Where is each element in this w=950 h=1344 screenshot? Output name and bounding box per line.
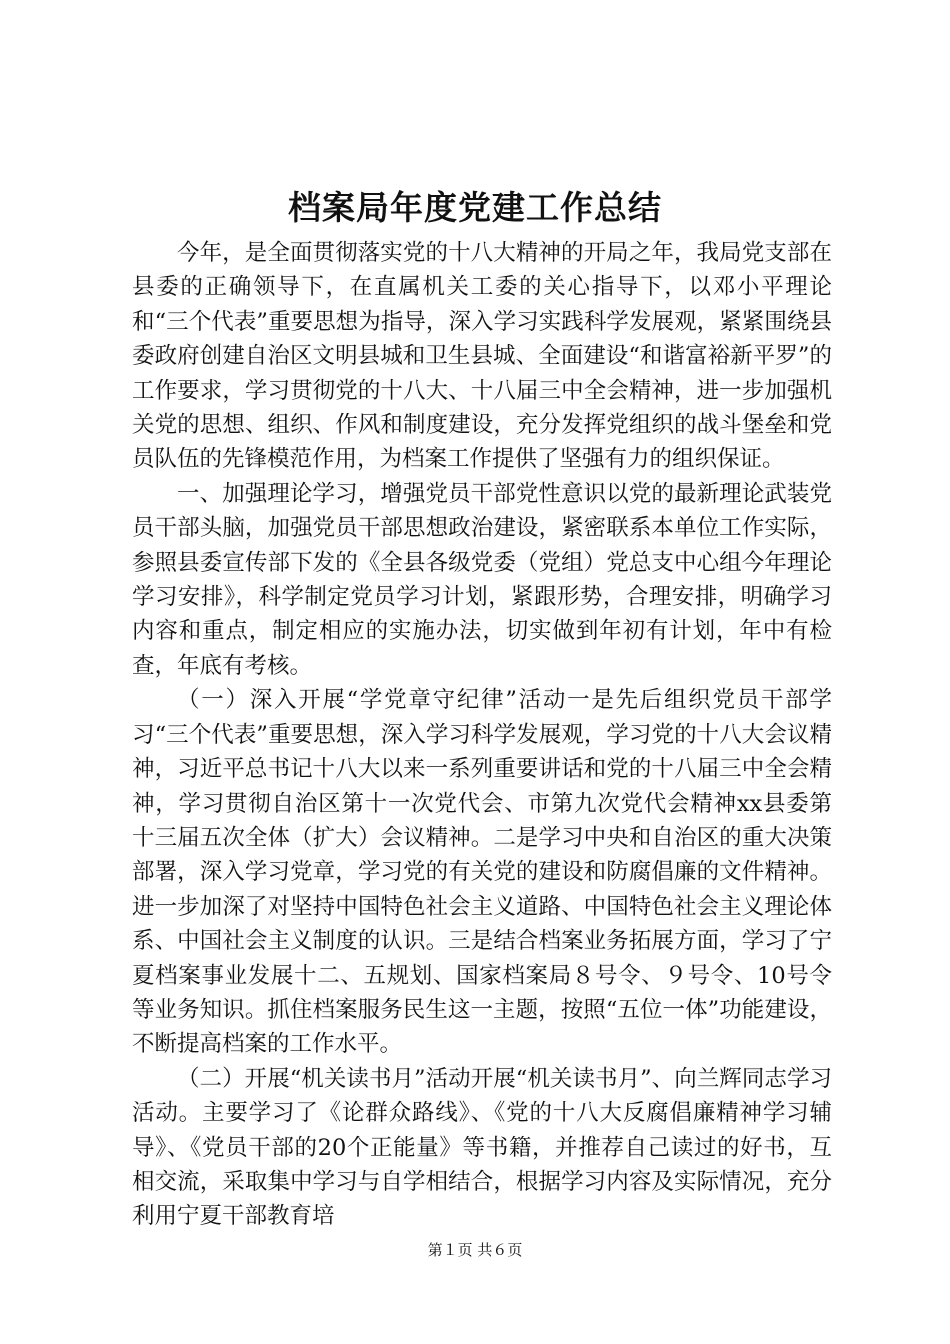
document-title: 档案局年度党建工作总结 bbox=[288, 188, 662, 227]
document-body bbox=[132, 236, 832, 1234]
paragraph-subsection-2: （二）开展“机关读书月”活动开展“机关读书月”、向兰辉同志学习活动。主要学习了《论群众路线》、《党的十八大反腐倡廉精神学习辅导》、《党员干部的20个正能量》等书籍，并推荐自己读过的好书，互相交流，采取集中学习与自学相结合，根据学习内容及实际情况，充分利用宁夏干部教育培 bbox=[132, 1065, 832, 1230]
paragraph-subsection-1: （一）深入开展“学党章守纪律”活动一是先后组织党员干部学习“三个代表”重要思想，深入学习科学发展观，学习党的十八大会议精神，习近平总书记十八大以来一系列重要讲话和党的十八届三中全会精神，学习贯彻自治区第十一次党代会、市第九次党代会精神xx县委第十三届五次全体（扩大）会议精神。二是学习中央和自治区的重大决策部署，深入学习党章，学习党的有关党的建设和防腐倡廉的文件精神。进一步加深了对坚持中国特色社会主义道路、中国特色社会主义理论体系、中国社会主义制度的认识。三是结合档案业务拓展方面，学习了宁夏档案事业发展十二、五规划、国家档案局８号令、９号令、10号令等业务知识。抓住档案服务民生这一主题，按照“五位一体”功能建设，不断提高档案的工作水平。 bbox=[132, 687, 832, 1058]
page-number-footer: 第１页 共６页 bbox=[427, 1241, 523, 1259]
paragraph-section-1: 一、加强理论学习，增强党员干部党性意识以党的最新理论武装党员干部头脑，加强党员干部思想政治建设，紧密联系本单位工作实际，参照县委宣传部下发的《全县各级党委（党组）党总支中心组今年理论学习安排》，科学制定党员学习计划，紧跟形势，合理安排，明确学习内容和重点，制定相应的实施办法，切实做到年初有计划，年中有检查，年底有考核。 bbox=[132, 480, 832, 679]
paragraph-intro: 今年，是全面贯彻落实党的十八大精神的开局之年，我局党支部在县委的正确领导下，在直属机关工委的关心指导下，以邓小平理论和“三个代表”重要思想为指导，深入学习实践科学发展观，紧紧围绕县委政府创建自治区文明县城和卫生县城、全面建设“和谐富裕新平罗”的工作要求，学习贯彻党的十八大、十八届三中全会精神，进一步加强机关党的思想、组织、作风和制度建设，充分发挥党组织的战斗堡垒和党员队伍的先锋模范作用，为档案工作提供了坚强有力的组织保证。 bbox=[132, 240, 832, 473]
